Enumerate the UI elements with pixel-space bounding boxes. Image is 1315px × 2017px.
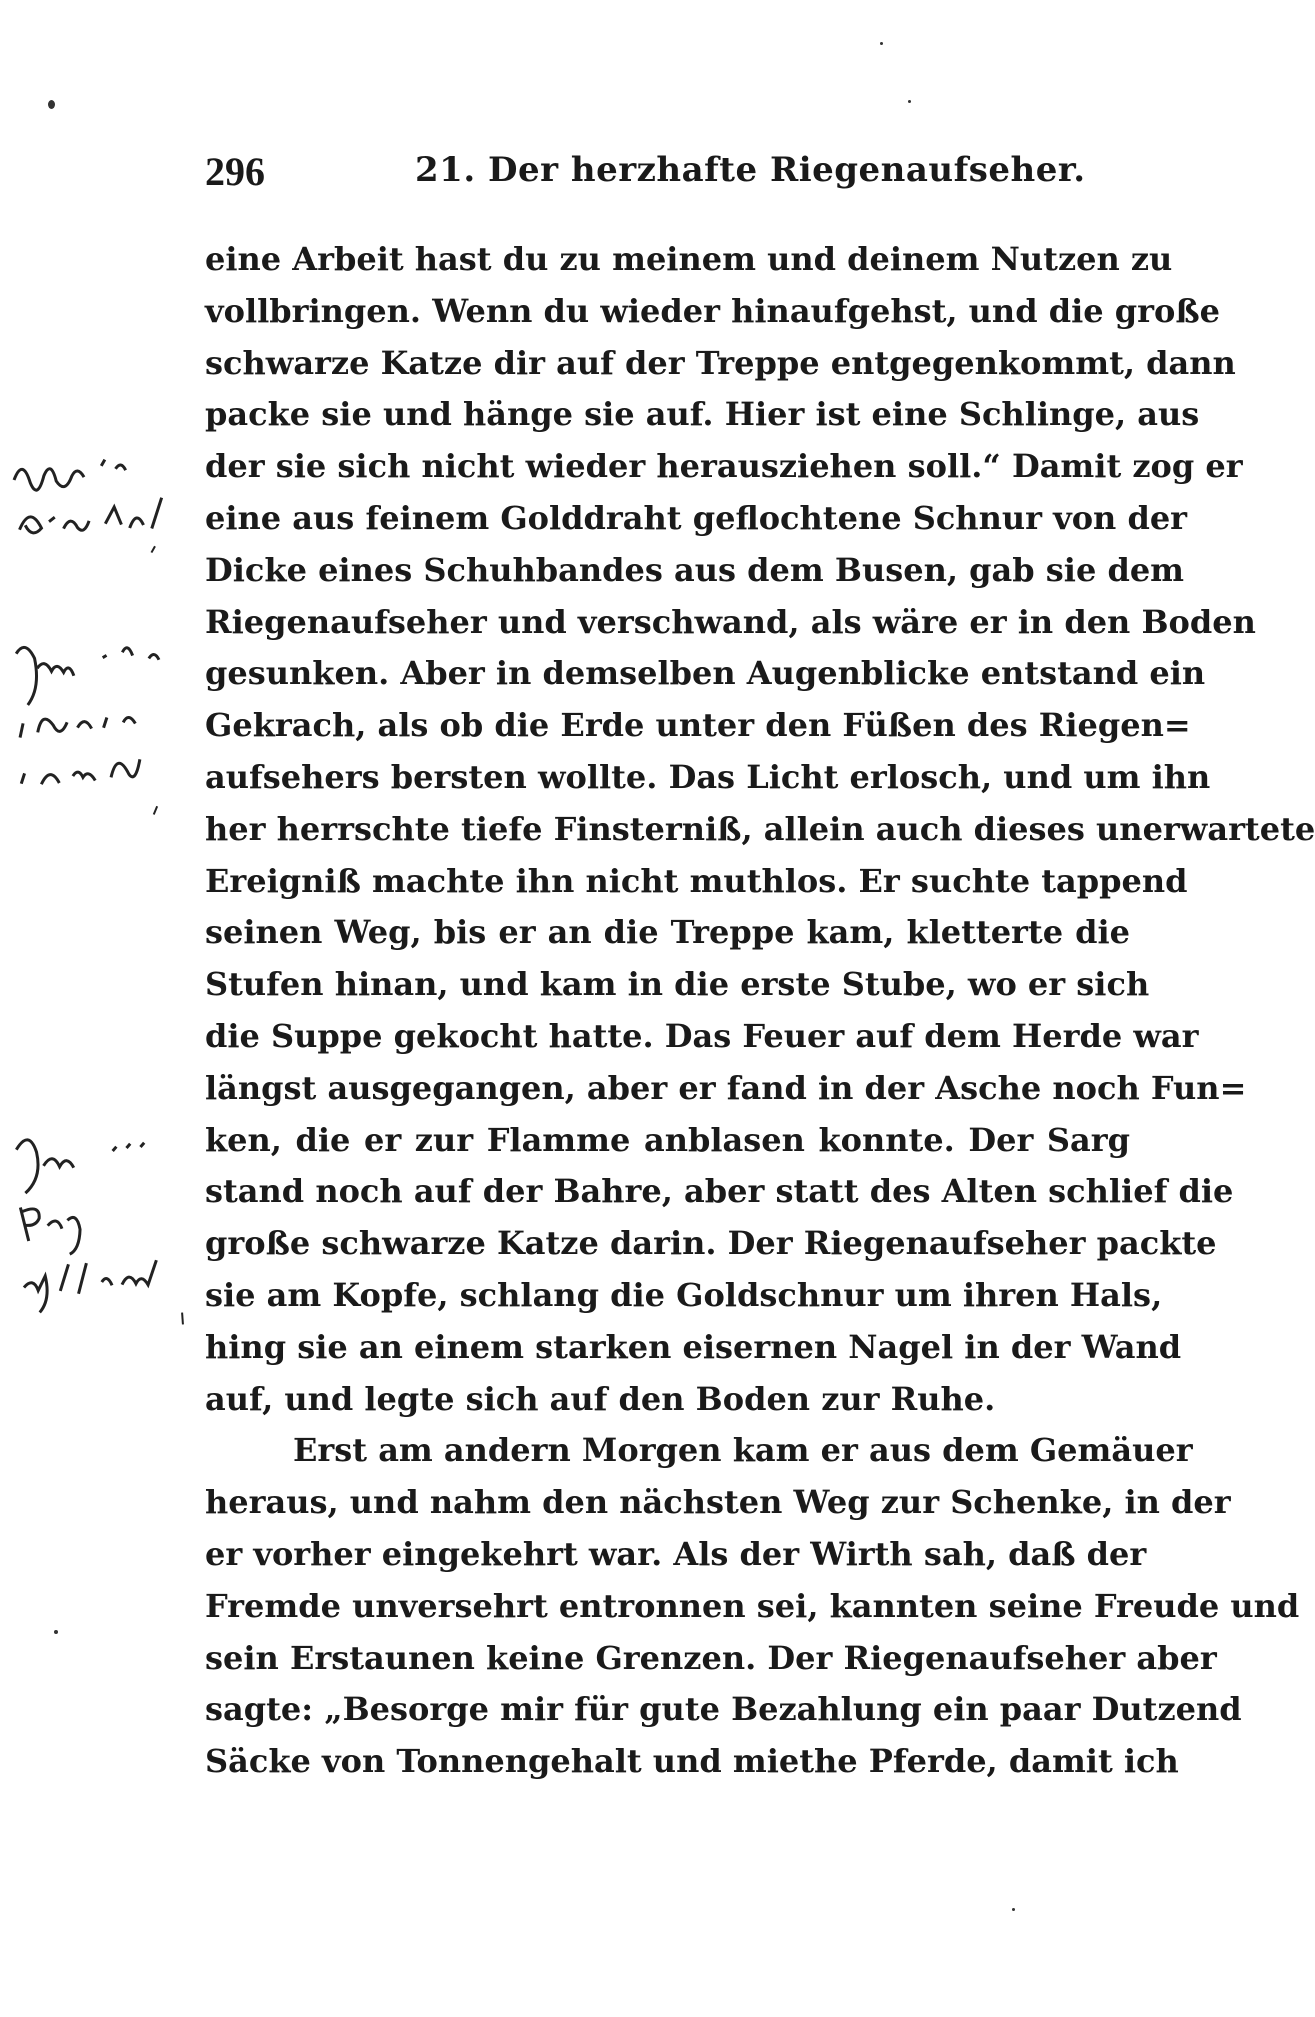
handwritten-margin-note: [4, 438, 197, 573]
page-number: 296: [205, 149, 265, 194]
text-line: Stufen hinan, und kam in die erste Stube, wo er sich: [205, 965, 1150, 1004]
text-line: hing sie an einem starken eisernen Nagel in der Wand: [205, 1327, 1182, 1366]
page-header: [205, 148, 1130, 208]
ink-speck: [1012, 1908, 1015, 1911]
text-line: er vorher eingekehrt war. Als der Wirth sah, daß der: [205, 1534, 1147, 1573]
text-line: der sie sich nicht wieder herausziehen soll.“ Damit zog er: [205, 447, 1243, 486]
body-text: [205, 234, 1315, 1788]
text-line: gesunken. Aber in demselben Augenblicke entstand ein: [205, 654, 1206, 693]
ink-speck: [880, 42, 883, 45]
text-line: sie am Kopfe, schlang die Goldschnur um ihren Hals,: [205, 1275, 1163, 1314]
text-line: längst ausgegangen, aber er fand in der Asche noch Fun=: [205, 1068, 1247, 1107]
text-line: Erst am andern Morgen kam er aus dem Gemäuer: [293, 1431, 1193, 1470]
text-line: eine aus feinem Golddraht geflochtene Schnur von der: [205, 498, 1188, 537]
text-line: die Suppe gekocht hatte. Das Feuer auf dem Herde war: [205, 1016, 1199, 1055]
text-line: packe sie und hänge sie auf. Hier ist eine Schlinge, aus: [205, 395, 1200, 434]
text-line: stand noch auf der Bahre, aber statt des Alten schlief die: [205, 1172, 1234, 1211]
handwritten-margin-note: [1, 622, 200, 846]
ink-speck: [54, 1630, 58, 1634]
ink-speck: [48, 100, 55, 109]
text-line: her herrschte tiefe Finsterniß, allein auch dieses unerwartete: [205, 809, 1315, 848]
handwritten-margin-note: [1, 1116, 200, 1340]
ink-speck: [908, 100, 911, 103]
text-line: sagte: „Besorge mir für gute Bezahlung ein paar Dutzend: [205, 1690, 1242, 1729]
text-line: Ereigniß machte ihn nicht muthlos. Er suchte tappend: [205, 861, 1188, 900]
text-line: aufsehers bersten wollte. Das Licht erlosch, und um ihn: [205, 757, 1211, 796]
text-line: Gekrach, als ob die Erde unter den Füßen des Riegen=: [205, 706, 1191, 745]
text-line: seinen Weg, bis er an die Treppe kam, kletterte die: [205, 913, 1130, 952]
scribble-icon: [1, 1115, 204, 1328]
running-title: 21. Der herzhafte Riegenaufseher.: [415, 150, 1086, 190]
scribble-icon: [1, 621, 204, 834]
text-line: Dicke eines Schuhbandes aus dem Busen, gab sie dem: [205, 550, 1185, 589]
text-line: schwarze Katze dir auf der Treppe entgegenkommt, dann: [205, 343, 1236, 382]
text-line: ken, die er zur Flamme anblasen konnte. Der Sarg: [205, 1120, 1130, 1159]
text-line: eine Arbeit hast du zu meinem und deinem Nutzen zu: [205, 240, 1173, 278]
scribble-icon: [4, 437, 201, 560]
text-line: Fremde unversehrt entronnen sei, kannten seine Freude und: [205, 1586, 1300, 1625]
text-line: große schwarze Katze darin. Der Riegenaufseher packte: [205, 1224, 1217, 1263]
text-line: sein Erstaunen keine Grenzen. Der Riegenaufseher aber: [205, 1638, 1217, 1677]
text-line: auf, und legte sich auf den Boden zur Ruhe.: [205, 1379, 996, 1418]
text-line: vollbringen. Wenn du wieder hinaufgehst, und die große: [205, 291, 1220, 330]
text-line: Riegenaufseher und verschwand, als wäre er in den Boden: [205, 602, 1256, 641]
text-line: heraus, und nahm den nächsten Weg zur Schenke, in der: [205, 1483, 1231, 1522]
text-line: Säcke von Tonnengehalt und miethe Pferde, damit ich: [205, 1742, 1179, 1781]
